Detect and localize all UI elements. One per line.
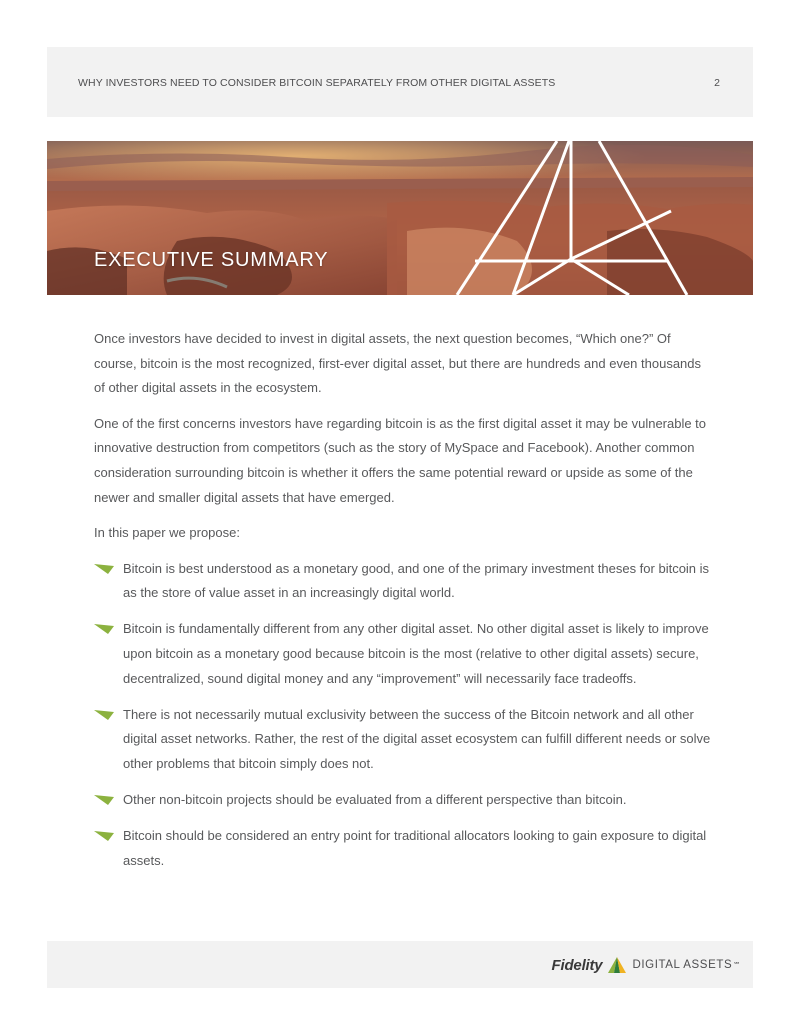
- fidelity-digital-assets-logo: [552, 955, 741, 975]
- green-arrow-bullet-icon: [94, 564, 114, 574]
- page-header: [47, 47, 753, 117]
- list-item-text: Bitcoin is best understood as a monetary good, and one of the primary investment theses for bitcoin is as the store of value asset in an increasingly digital world.: [123, 560, 710, 601]
- list-item: [94, 824, 714, 873]
- list-item: [94, 788, 714, 813]
- green-arrow-bullet-icon: [94, 710, 114, 720]
- running-title: WHY INVESTORS NEED TO CONSIDER BITCOIN SEPARATELY FROM OTHER DIGITAL ASSETS: [78, 77, 556, 89]
- hero-banner: [47, 141, 753, 295]
- list-item: [94, 557, 714, 606]
- propose-paragraph: In this paper we propose:: [94, 525, 240, 541]
- proposal-list: [94, 557, 714, 874]
- green-arrow-bullet-icon: [94, 624, 114, 634]
- body-content: [94, 327, 714, 885]
- page-footer: [47, 941, 753, 988]
- list-item-text: Bitcoin should be considered an entry point for traditional allocators looking to gain exposure to digital assets.: [123, 828, 707, 868]
- logo-division: DIGITAL ASSETS: [632, 959, 733, 971]
- trademark-mark: ℠: [733, 962, 741, 969]
- logo-brand: Fidelity: [551, 956, 603, 974]
- list-item-text: Bitcoin is fundamentally different from any other digital asset. No other digital asset is likely to improve upon bitcoin as a monetary good because bitcoin is the most (relative to other digital assets) secure, decentralized, sound digital money and any “improvement” will necessarily face tradeoffs.: [123, 621, 709, 686]
- pyramid-logo-icon: [608, 957, 626, 973]
- section-title: EXECUTIVE SUMMARY: [94, 249, 329, 271]
- intro-paragraph: Once investors have decided to invest in digital assets, the next question becomes, “Which one?” Of course, bitcoin is the most recognized, first-ever digital asset, but there are hundreds and even thousands of other digital assets in the ecosystem.: [94, 331, 702, 396]
- concerns-paragraph: One of the first concerns investors have regarding bitcoin is as the first digital asset it may be vulnerable to innovative destruction from competitors (such as the story of MySpace and Facebook). Another common consideration surrounding bitcoin is whether it offers the same potential reward or upside as some of the newer and smaller digital assets that have emerged.: [94, 415, 707, 505]
- list-item: [94, 617, 714, 691]
- page-number: 2: [714, 77, 720, 89]
- list-item-text: Other non-bitcoin projects should be evaluated from a different perspective than bitcoin.: [123, 792, 627, 807]
- green-arrow-bullet-icon: [94, 795, 114, 805]
- list-item-text: There is not necessarily mutual exclusivity between the success of the Bitcoin network and all other digital asset networks. Rather, the rest of the digital asset ecosystem can fulfill different needs or solve other problems that bitcoin simply does not.: [123, 706, 711, 771]
- green-arrow-bullet-icon: [94, 831, 114, 841]
- list-item: [94, 703, 714, 777]
